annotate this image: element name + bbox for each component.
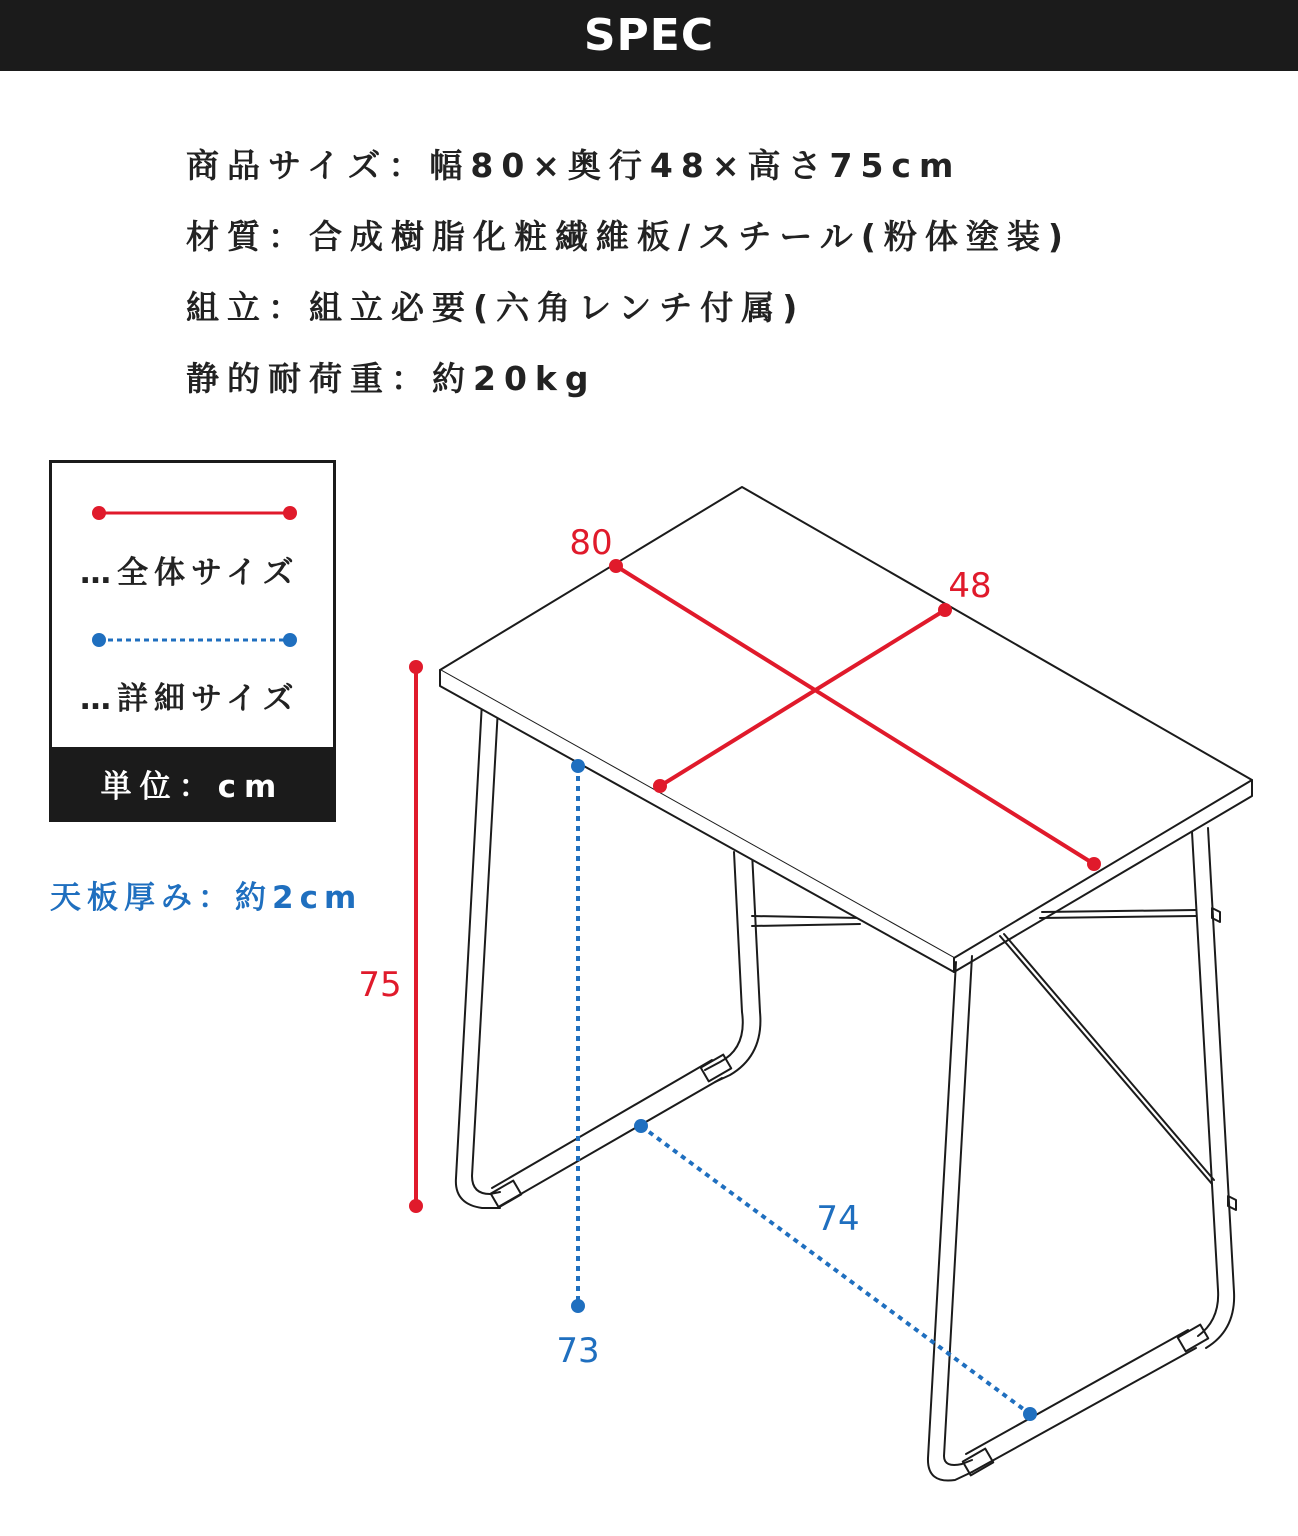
width-label: 80 — [569, 523, 613, 563]
inner-height-label: 73 — [556, 1331, 600, 1371]
width-end-marker — [1087, 857, 1101, 871]
inner-height-start-marker — [571, 759, 585, 773]
thickness-note: 天板厚み：約2cm — [50, 880, 363, 916]
inner-length-start-marker — [634, 1119, 648, 1133]
depth-label: 48 — [948, 566, 992, 606]
height-start-marker — [409, 660, 423, 674]
inner-length-dimension-line — [641, 1126, 1030, 1414]
legend-detail-label: …詳細サイズ — [80, 681, 300, 717]
depth-end-marker — [653, 779, 667, 793]
spec-size: 商品サイズ：幅80×奥行48×高さ75cm — [186, 146, 962, 185]
legend-unit: 単位：cm — [52, 747, 333, 819]
height-end-marker — [409, 1199, 423, 1213]
height-label: 75 — [358, 965, 402, 1005]
spec-assembly: 組立：組立必要(六角レンチ付属) — [186, 288, 806, 327]
legend-overall-label: …全体サイズ — [80, 555, 300, 591]
inner-length-end-marker — [1023, 1407, 1037, 1421]
spec-load: 静的耐荷重：約20kg — [186, 359, 597, 398]
page-title: SPEC — [583, 10, 715, 61]
inner-length-label: 74 — [816, 1199, 860, 1239]
spec-material: 材質：合成樹脂化粧繊維板/スチール(粉体塗装) — [186, 217, 1071, 256]
inner-height-end-marker — [571, 1299, 585, 1313]
